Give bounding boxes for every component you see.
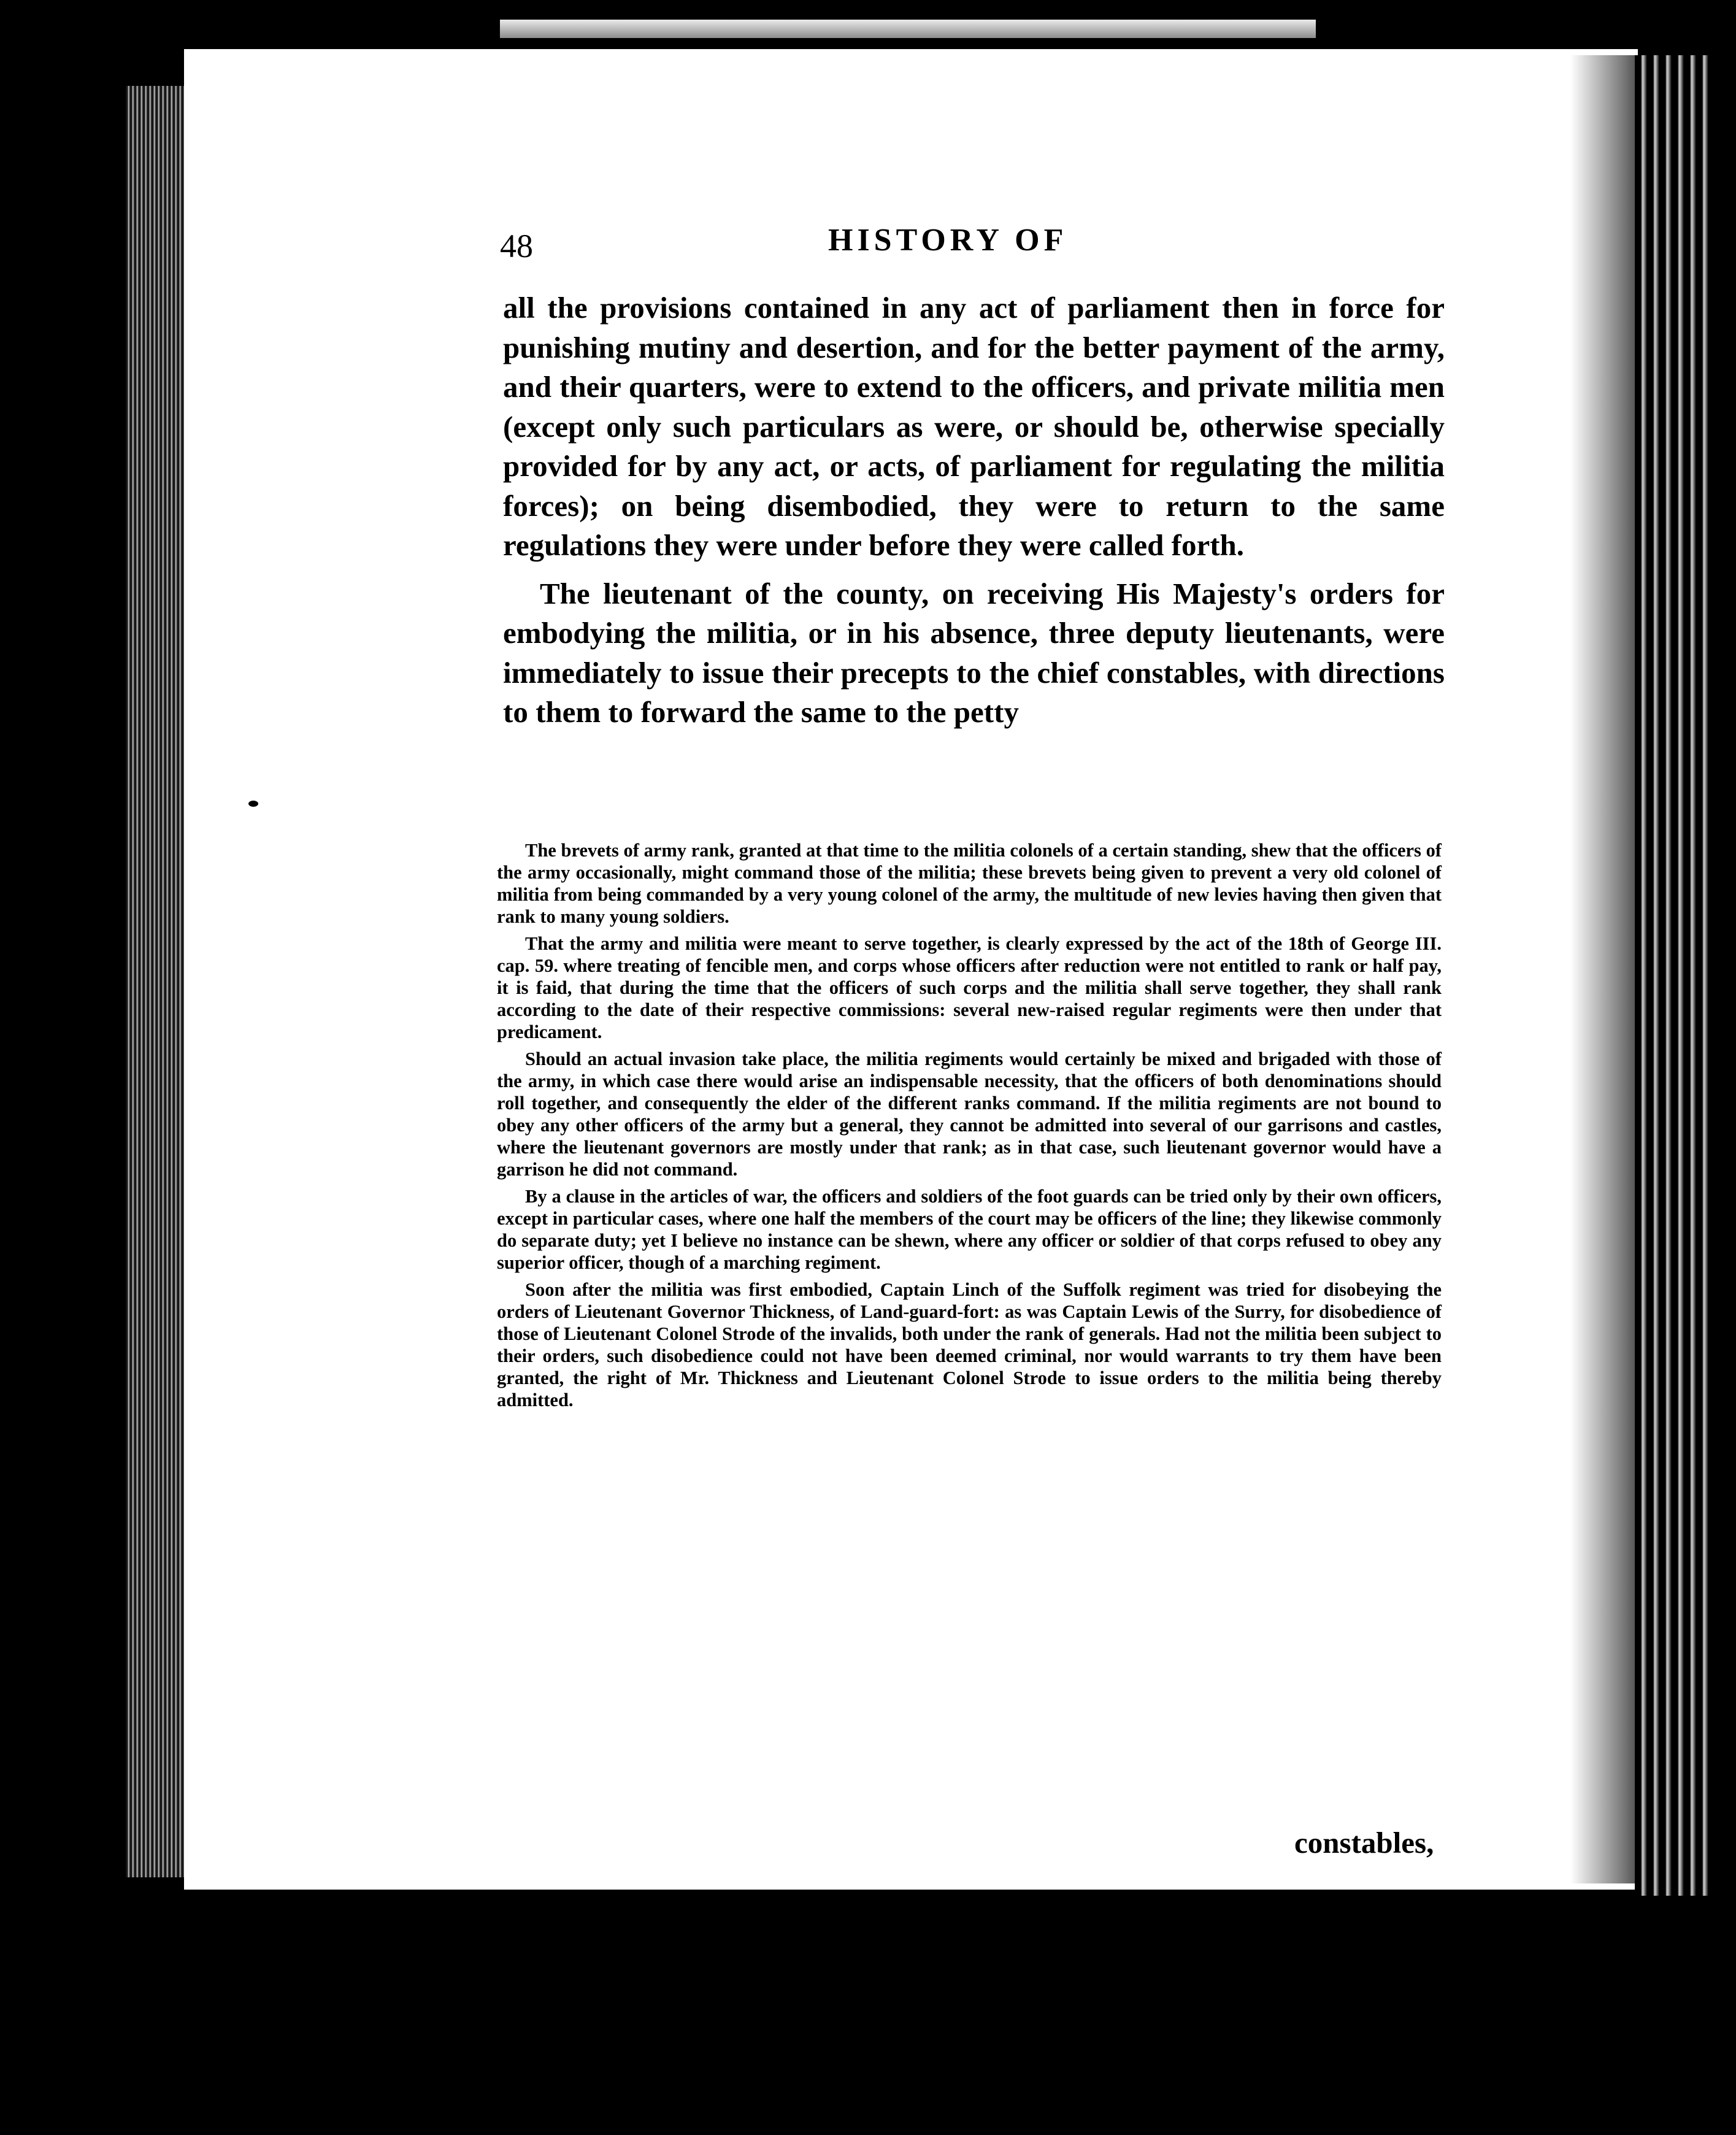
top-edge-strip xyxy=(500,20,1316,38)
footnote-paragraph: The brevets of army rank, granted at that time to the militia colonels of a certain standing, shew that the officers of the army occasionally, might command those of the militia; these brevets being given to prevent a very old colonel of militia from being commanded by a very young colonel of the army, the multitude of new levies having then given that rank to many young soldiers. xyxy=(497,840,1442,927)
footnote-paragraph: Soon after the militia was first embodied, Captain Linch of the Suffolk regiment was tried for disobeying the orders of Lieutenant Governor Thickness, of Land-guard-fort: as was Captain Lewis of the Surry, for disobedience of those of Lieutenant Colonel Strode of the invalids, both under the rank of generals. Had not the militia been subject to their orders, such disobedience could not have been deemed criminal, nor would warrants to try them have been granted, the right of Mr. Thickness and Lieutenant Colonel Strode to issue orders to the militia being thereby admitted. xyxy=(497,1279,1442,1410)
main-text-block xyxy=(503,288,1445,733)
footnotes-block xyxy=(497,839,1442,1416)
footnote-paragraph: That the army and militia were meant to serve together, is clearly expressed by the act of the 18th of George III. cap. 59. where treating of fencible men, and corps whose officers after reduction were not entitled to rank or half pay, it is faid, that during the time that the officers of such corps and the militia shall serve together, they shall rank according to the date of their respective commissions: several new-raised regular regiments were then under that predicament. xyxy=(497,933,1442,1042)
book-binding xyxy=(1635,55,1715,1896)
page-number: 48 xyxy=(500,228,533,264)
main-paragraph: The lieutenant of the county, on receiving His Majesty's orders for embodying the militia, or in his absence, three deputy lieutenants, were immediately to issue their precepts to the chief constables, with directions to them to forward the same to the petty xyxy=(503,576,1445,729)
footnote-paragraph: By a clause in the articles of war, the officers and soldiers of the foot guards can be tried only by their own officers, except in particular cases, where one half the members of the court may be officers of the line; they likewise commonly do separate duty; yet I believe no instance can be shewn, where any officer or soldier of that corps refused to obey any superior officer, though of a marching regiment. xyxy=(497,1186,1442,1273)
footnote-paragraph: Should an actual invasion take place, the militia regiments would certainly be mixed and brigaded with those of the army, in which case there would arise an indispensable necessity, that the officers of both denominations should roll together, and consequently the elder of the different ranks command. If the militia regiments are not bound to obey any other officers of the army but a general, they cannot be admitted into several of our garrisons and castles, where the lieutenant governors are mostly under that rank; as in that case, such lieutenant governor would have a garrison he did not command. xyxy=(497,1048,1442,1180)
ink-spot xyxy=(248,801,258,807)
book-page-edges xyxy=(126,86,193,1877)
main-paragraph: all the provisions contained in any act of parliament then in force for punishing mutiny and desertion, and for the better payment of the army, and their quarters, were to extend to the officers, and private militia men (except only such particulars as were, or should be, otherwise specially provided for by any act, or acts, of parliament for regulating the militia forces); on being disembodied, they were to return to the same regulations they were under before they were called forth. xyxy=(503,291,1445,562)
catchword: constables, xyxy=(1294,1826,1434,1860)
running-title: HISTORY OF xyxy=(828,223,1068,258)
